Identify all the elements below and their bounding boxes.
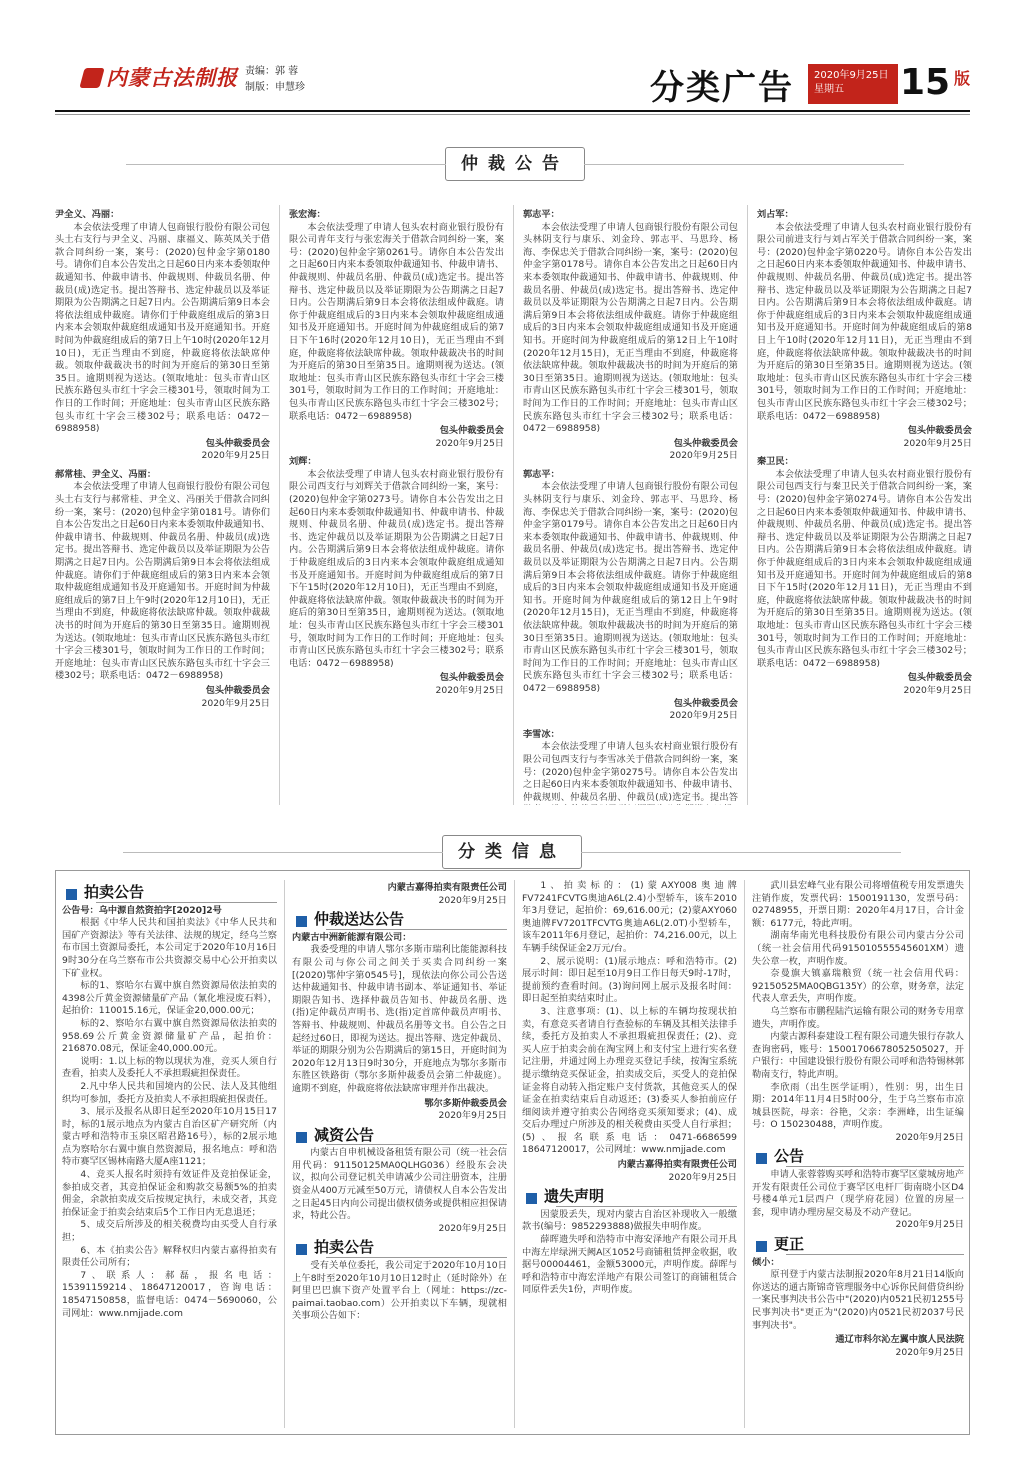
correction-addressee: 倾小： <box>752 1256 780 1268</box>
notice-body: 本会依法受理了申请人包头农村商业银行股份有限公司前进支行与刘占军关于借款合同纠纷一案，案号：(2020)包仲金字第0220号。请你自本公告发出之日起60日内来本委领取仲裁通知书、仲裁申请书、仲裁规则、仲裁员名册、仲裁员(成)选定书。提出答辩书、选定仲裁员以及举证期限为公告期满之日起7日内。公告期满后第9日本会将依法组成仲裁庭。请你于仲裁庭组成后的3日内来本会领取仲裁庭组成通知书及开庭通知书。开庭时间为仲裁庭组成后的第8日上午10时(2020年12月11日)，无正当理由不到庭，仲裁庭将依法缺席仲裁。领取仲裁裁决书的时间为开庭后的第30日至第35日。逾期则视为送达。(领取地址：包头市青山区民族东路包头市红十字会三楼301号，领取时间为工作日的工作时间；开庭地址：包头市青山区民族东路包头市红十字会三楼302号；联系电话：0472－6988958) <box>757 221 972 422</box>
auction-paragraph: 说明：1.以上标的物以现状为准，竞买人须自行查看，拍卖人及委托人不承担瑕疵担保责任。 <box>62 1055 277 1080</box>
page-number: 15 <box>900 62 951 103</box>
correction-date: 2020年9月25日 <box>895 1346 964 1358</box>
notice-body: 本会依法受理了申请人包头农村商业银行股份有限公司西支行与刘辉关于借款合同纠纷一案，案号：(2020)包仲金字第0273号。请你自本公告发出之日起60日内来本委领取仲裁通知书、仲裁申请书、仲裁规则、仲裁员名册、仲裁员(成)选定书。提出答辩书、选定仲裁员以及举证期限为公告期满之日起7日内。公告期满后第9日本会将依法组成仲裁庭。请你于仲裁庭组成后的3日内来本会领取仲裁庭组成通知书及开庭通知书。开庭时间为仲裁庭组成后的第7日下午15时(2020年12月10日)，无正当理由不到庭，仲裁庭将依法缺席仲裁。领取仲裁裁决书的时间为开庭后的第30日至第35日，逾期则视为送达。(领取地址：包头市青山区民族东路包头市红十字会三楼301号，领取时间为工作日的工作时间；开庭地址：包头市青山区民族东路包头市红十字会三楼302号；联系电话：0472－6988958) <box>289 468 504 669</box>
classified-banner: 分类信息 <box>442 835 582 869</box>
notice-body: 本会依法受理了申请人包商银行股份有限公司包头林阴支行与康乐、刘金玲、郭志平、马思玲、杨海、李保忠关于借款合同纠纷一案，案号：(2020)包仲金字第0178号。请你自本公告发出之日起60日内来本委领取仲裁通知书、仲裁申请书、仲裁规则、仲裁员名册、仲裁员(成)选定书。提出答辩书、选定仲裁员以及举证期限为公告期满之日起7日内。公告期满后第9日本会将依法组成仲裁庭。请你于仲裁庭组成后的3日内来本会领取仲裁庭组成通知书及开庭通知书。开庭时间为仲裁庭组成后的第12日上午10时(2020年12月15日)，无正当理由不到庭，仲裁庭将依法缺席仲裁。领取仲裁裁决书的时间为开庭后的第30日至第35日。逾期则视为送达。(领取地址：包头市青山区民族东路包头市红十字会三楼301号，领取时间为工作日的工作时间；开庭地址：包头市青山区民族东路包头市红十字会三楼302号；联系电话：0472－6988958) <box>523 221 738 435</box>
classified-column-3 <box>522 880 737 1428</box>
notice-body: 本会依法受理了申请人包商银行股份有限公司包头林阴支行与康乐、刘金玲、郭志平、马思玲、杨海、李保忠关于借款合同纠纷一案，案号：(2020)包仲金字第0179号。请你自本公告发出之日起60日内来本委领取仲裁通知书、仲裁申请书、仲裁规则、仲裁员名册、仲裁员(成)选定书。提出答辩书、选定仲裁员以及举证期限为公告期满之日起7日内。公告期满后第9日本会将依法组成仲裁庭。请你于仲裁庭组成后的3日内来本会领取仲裁庭组成通知书及开庭通知书。开庭时间为仲裁庭组成后的第12日上午9时(2020年12月15日)，无正当理由不到庭，仲裁庭将依法缺席仲裁。领取仲裁裁决书的时间为开庭后的第30日至第35日。逾期则视为送达。(领取地址：包头市青山区民族东路包头市红十字会三楼301号，领取时间为工作日的工作时间；开庭地址：包头市青山区民族东路包头市红十字会三楼302号；联系电话：0472－6988958) <box>523 481 738 694</box>
loss-item: 因蒙股丢失，现对内蒙古自治区补现收入一般缴款书(编号：9852293888)做报失申明作废。 <box>522 1208 737 1233</box>
reduction-date: 2020年9月25日 <box>438 1222 507 1234</box>
notice-date: 2020年9月25日 <box>669 450 738 462</box>
classified-column-4 <box>752 880 964 1428</box>
notice-body: 本会依法受理了申请人包头农村商业银行股份有限公司包西支行与李雪冰关于借款合同纠纷一案，案号：(2020)包仲金字第0275号。请你自本公告发出之日起60日内来本委领取仲裁通知书、仲裁申请书、仲裁规则、仲裁员名册、仲裁员(成)选定书。提出答 <box>523 741 738 803</box>
loss-item: 武川县宏峰气业有限公司将增值税专用发票遗失注销作废，发票代码：1500191130，发票号码：02748955，开票日期：2020年4月17日，合计金额：6177元，特此声明。 <box>752 880 964 929</box>
transfer-signer: 鄂尔多斯仲裁委员会 <box>424 1097 507 1109</box>
loss-item: 湖南华南光电科技股份有限公司内蒙古分公司（统一社会信用代码915010555545601XM）遗失公章一枚，声明作废。 <box>752 930 964 967</box>
auction-paragraph: 标的2、察哈尔右翼中旗自然资源局依法拍卖的958.69公斤黄金资源储量矿产品，起拍价：216870.08元，保证金40,000.00元。 <box>62 1017 277 1055</box>
logo-text: 内蒙古法制报 <box>106 65 238 90</box>
reduction-body: 内蒙古自申机械设备租赁有限公司（统一社会信用代码：91150125MA0QLHG036）经股东会决议，拟向公司登记机关申请减少公司注册资本，注册资金从400万元减至50万元，请债权人自本公告发出之日起45日内向公司提出债权债务或提供相应担保请求，特此公告。 <box>292 1147 507 1222</box>
newspaper-logo <box>82 62 238 92</box>
issue-date: 2020年9月25日 <box>814 70 889 81</box>
classified-column-2 <box>292 880 507 1428</box>
loss-item: 李欣雨（出生医学证明），性别：男，出生日期：2014年11月4日5时00分，生于乌兰察布市凉城县医院，母亲：谷艳，父亲：李洲峰，出生证编号：O 150230488，声明作废。 <box>752 1081 964 1131</box>
transfer-body: 我委受理的申请人鄂尔多斯市瑞利比能能源科技有限公司与你公司之间关于买卖合同纠纷一案[(2020)鄂仲字第0545号]，现依法向你公司公告送达仲裁通知书、仲裁申请书副本、举证通知书、举证期限告知书、选择仲裁员告知书、仲裁员名册、选(指)定仲裁员声明书、选(指)定首席仲裁员声明书、答辩书、仲裁规则、仲裁员名册等文书。自公告之日起经过60日，即视为送达。提出答辩、选定仲裁员、举证的期限分别为公告期满后的第15日，开庭时间为2020年12月13日9时30分，开庭地点为鄂尔多斯市东胜区铁路街（鄂尔多斯仲裁委员会第二仲裁庭）。逾期不到庭，仲裁庭将依法缺席审理并作出裁决。 <box>292 944 507 1094</box>
correction-signer: 通辽市科尔沁左翼中旗人民法院 <box>835 1334 964 1346</box>
loss-heading: 遗失声明 <box>544 1190 737 1203</box>
transfer-addressee: 内蒙古中洲新能源有限公司： <box>292 931 412 943</box>
auction-date: 2020年9月25日 <box>438 894 507 906</box>
notice-date: 2020年9月25日 <box>903 437 972 449</box>
auction2-body: 3、注意事项：(1)、以上标的车辆均按现状拍卖，有意竞买者请自行查验标的车辆及其相关法律手续，委托方及拍卖人不承担瑕疵担保责任；(2)、竞买人应于拍卖会前在淘宝网上和支付宝上进行实名登记注册，并通过网上办理竞买登记手续，按淘宝系统提示缴纳竞买保证金，拍卖成交后，买受人的竞拍保证金将自动转入指定账户支付货款，其他竞买人的保证金在拍卖结束后自动返还；(3)委买人参拍前应仔细阅读并遵守拍卖公告网络竞买须知要求；(4)、成交后办理过户所涉及的相关税费由买受人自行承担；(5)、报名联系电话：0471-6686599 18647120017，公司网址：www.nmjjade.com <box>522 1005 737 1156</box>
notice-addressee: 郭志平： <box>523 209 560 220</box>
reduction-heading: 减资公告 <box>314 1129 507 1142</box>
column-divider <box>744 880 745 1428</box>
section-title: 分类广告 <box>650 68 794 108</box>
notice-signer: 包头仲裁委员会 <box>907 672 972 684</box>
notice-date: 2020年9月25日 <box>435 437 504 449</box>
notice-addressee: 郭志平： <box>523 468 560 480</box>
notice-date: 2020年9月25日 <box>201 697 270 709</box>
correction-heading: 更正 <box>774 1238 964 1251</box>
loss-item: 乌兰察布市鹏程陆汽运输有限公司的财务专用章遗失，声明作废。 <box>752 1005 964 1030</box>
header-rule <box>55 110 970 112</box>
notice-signer: 包头仲裁委员会 <box>205 437 270 449</box>
auction2-body: 1、拍卖标的：(1)蒙AXY008奥迪牌FV7241FCVTG奥迪A6L(2.4)小型轿车，该车2010年3月登记，起拍价：69,616.00元；(2)蒙AXY060奥迪牌FV7201TFCVTG奥迪A6L(2.0T)小型轿车，该车2011年6月登记，起拍价：74,216.00元，以上车辆手续保证金2万元/台。 <box>522 880 737 954</box>
column-divider <box>514 880 515 1428</box>
notice-body: 本会依法受理了申请人包商银行股份有限公司包头土右支行与郝常桂、尹全义、冯丽关于借款合同纠纷一案，案号：(2020)包仲金字第0181号。请你们自本公告发出之日起60日内来本委领取仲裁通知书、仲裁申请书、仲裁规则、仲裁员名册、仲裁员(成)选定书。提出答辩书、选定仲裁员以及举证期限为公告期满之日起7日内。公告期满后第9日本会将依法组成仲裁庭。请你们于仲裁庭组成后的第3日内来本会领取仲裁庭组成通知书及开庭通知书。开庭时间为仲裁庭组成后的第7日上午9时(2020年12月10日)，无正当理由不到庭，仲裁庭将依法缺席仲裁。领取仲裁裁决书的时间为开庭后的第30日至第35日。逾期则视为送达。(领取地址：包头市青山区民族东路包头市红十字会三楼301号，领取时间为工作日的工作时间；开庭地址：包头市青山区民族东路包头市红十字会三楼302号；联系电话：0472－6988958) <box>55 481 270 682</box>
notice-date: 2020年9月25日 <box>903 684 972 696</box>
page-number-box <box>900 62 972 104</box>
arbitration-column-1 <box>55 205 270 805</box>
loss-date: 2020年9月25日 <box>895 1131 964 1143</box>
notice-body: 本会依法受理了申请人包头农村商业银行股份有限公司包西支行与秦卫民关于借款合同纠纷一案，案号：(2020)包仲金字第0274号。请你自本公告发出之日起60日内来本委领取仲裁通知书、仲裁申请书、仲裁规则、仲裁员名册、仲裁员(成)选定书。提出答辩书、选定仲裁员以及举证期限为公告期满之日起7日内。公告期满后第9日本会将依法组成仲裁庭。请你于仲裁庭组成后的3日内来本会领取仲裁庭组成通知书及开庭通知书。开庭时间为仲裁庭组成后的第8日下午15时(2020年12月11日)，无正当理由不到庭，仲裁庭将依法缺席仲裁。领取仲裁裁决书的时间为开庭后的第30日至第35日。逾期则视为送达。(领取地址：包头市青山区民族东路包头市红十字会三楼301号，领取时间为工作日的工作时间；开庭地址：包头市青山区民族东路包头市红十字会三楼302号；联系电话：0472－6988958) <box>757 468 972 669</box>
column-divider <box>284 880 285 1428</box>
date-box <box>808 64 898 104</box>
auction-paragraph: 4、竞买人报名时须持有效证件及竞拍保证金，参拍成交者，其竞拍保证金和购款交易额5%的拍卖佣金，余款拍卖成交后按规定执行，未成交者，其竞拍保证金于拍卖会结束后5个工作日内无息退还； <box>62 1169 277 1218</box>
auction-paragraph: 2.凡中华人民共和国境内的公民、法人及其他组织均可参加，委托方及拍卖人不承担瑕疵担保责任。 <box>62 1080 277 1105</box>
notice-date: 2020年9月25日 <box>895 1219 964 1231</box>
notice-addressee: 郝常桂、尹全义、冯丽： <box>55 468 157 480</box>
notice-signer: 包头仲裁委员会 <box>439 672 504 684</box>
notice-signer: 包头仲裁委员会 <box>205 684 270 696</box>
notice-addressee: 李雪冰： <box>523 728 560 740</box>
loss-item: 奈曼旗大镇嘉瑞粮贸（统一社会信用代码：92150525MA0QBG135Y）的公章，财务章，法定代表人章丢失，声明作废。 <box>752 968 964 1005</box>
logo-mark-icon <box>79 68 104 88</box>
transfer-heading: 仲裁送达公告 <box>314 913 507 926</box>
notice-body: 本会依法受理了申请人包头农村商业银行股份有限公司青年支行与张宏海关于借款合同纠纷一案，案号：(2020)包仲金字第0261号。请你自本公告发出之日起60日内来本委领取仲裁通知书、仲裁申请书、仲裁规则、仲裁员名册、仲裁员(成)选定书。提出答辩书、选定仲裁员以及举证期限为公告期满之日起7日内。公告期满后第9日本会将依法组成仲裁庭。请你于仲裁庭组成后的3日内来本会领取仲裁庭组成通知书及开庭通知书。开庭时间为仲裁庭组成后的第7日下午16时(2020年12月10日)，无正当理由不到庭，仲裁庭将依法缺席仲裁。领取仲裁裁决书的时间为开庭后的第30日至第35日。逾期则视为送达。(领取地址：包头市青山区民族东路包头市红十字会三楼301号，领取时间为工作日的工作时间；开庭地址：包头市青山区民族东路包头市红十字会三楼302号；联系电话：0472－6988958) <box>289 221 504 422</box>
arbitration-column-2 <box>289 205 504 805</box>
auction2-signer: 内蒙古嘉得拍卖有限责任公司 <box>617 1159 737 1171</box>
staff-credits <box>245 64 305 96</box>
notice-signer: 包头仲裁委员会 <box>673 437 738 449</box>
auction-heading: 拍卖公告 <box>84 886 277 899</box>
notice-signer: 包头仲裁委员会 <box>673 697 738 709</box>
auction-paragraph: 标的1、察哈尔右翼中旗自然资源局依法拍卖的4398公斤黄金资源储量矿产品（氰化堆浸废石料），起拍价：110015.16元，保证金20,000.00元； <box>62 980 277 1017</box>
loss-item: 内蒙古源科泰建设工程有限公司遗失银行存款人查询密码，账号：15001706678052505027，开户银行：中国建设银行股份有限公司呼和浩特锡林郭勒南支行，特此声明。 <box>752 1031 964 1080</box>
auction-paragraph: 6、本《拍卖公告》解释权归内蒙古嘉得拍卖有限责任公司所有； <box>62 1244 277 1269</box>
arbitration-banner: 仲裁公告 <box>445 147 585 181</box>
auction-paragraph: 3、展示及报名从即日起至2020年10月15日17时，标的1展示地点为内蒙古自治区矿产研究所（内蒙古呼和浩特市玉泉区昭君路16号），标的2展示地点为察哈尔右翼中旗自然资源局，报名地点：呼和浩特市赛罕区锡林南路大厦A座1121； <box>62 1106 277 1168</box>
notice-addressee: 秦卫民： <box>757 456 794 468</box>
correction-body: 原刊登于内蒙古法制报2020年8月21日14版向你送达的通古斯锦奇管理服务中心诉你民间借贷纠纷一案民事判决书公告中"(2020)内0521民初1255号民事判决书"更正为"(2020)内0521民初2037号民事判决书"。 <box>752 1269 964 1331</box>
notice-body: 本会依法受理了申请人包商银行股份有限公司包头土右支行与尹全义、冯丽、康福义、陈英凤关于借款合同纠纷一案，案号：(2020)包仲金字第0180号。请你们自本公告发出之日起60日内来本委领取仲裁通知书、仲裁申请书、仲裁规则、仲裁员名册、仲裁员(成)选定书。提出答辩书、选定仲裁员以及举证期限为公告期满之日起7日内。公告期满后第9日本会将依法组成仲裁庭。请你们于仲裁庭组成后的第3日内来本会领取仲裁庭组成通知书及开庭通知书。开庭时间为仲裁庭组成后的第7日上午10时(2020年12月10日)，无正当理由不到庭，仲裁庭将依法缺席仲裁。领取仲裁裁决书的时间为开庭后的第30日至第35日。逾期则视为送达。(领取地址：包头市青山区民族东路包头市红十字会三楼301号，领取时间为工作日的工作时间；开庭地址：包头市青山区民族东路包头市红十字会三楼302号；联系电话：0472－6988958) <box>55 221 270 435</box>
notice-date: 2020年9月25日 <box>201 450 270 462</box>
notice-date: 2020年9月25日 <box>435 684 504 696</box>
notice-addressee: 刘辉： <box>289 456 317 468</box>
loss-item: 薛晖遗失呼和浩特市中海安泽地产有限公司开具中海左岸绿洲天阙A区1052号商铺租赁押金收据，收据号00004461，金额53000元，声明作废。薛晖与呼和浩特市中海宏洋地产有限公司签订的商铺租赁合同原件丢失1份，声明作废。 <box>522 1234 737 1296</box>
column-divider <box>513 205 514 805</box>
notice-signer: 包头仲裁委员会 <box>439 425 504 437</box>
auction2-body: 2、展示说明：(1)展示地点：呼和浩特市。(2)展示时间：即日起至10月9日工作日每天9时-17时，提前预约查看时间。(3)询问网上展示及报名时间：即日起至拍卖结束时止。 <box>522 955 737 1005</box>
arbitration-column-4 <box>757 205 972 805</box>
classified-column-1 <box>62 880 277 1428</box>
issue-weekday: 星期五 <box>814 84 844 95</box>
auction2-heading: 拍卖公告 <box>314 1241 507 1254</box>
arbitration-column-3 <box>523 205 738 805</box>
notice-signer: 包头仲裁委员会 <box>907 425 972 437</box>
column-divider <box>279 205 280 805</box>
notice-heading: 公告 <box>774 1150 964 1163</box>
notice-addressee: 尹全义、冯丽： <box>55 209 120 220</box>
page-suffix: 版 <box>953 69 970 88</box>
auction-title: 公告号：乌中源自然资拍字[2020]2号 <box>62 904 222 916</box>
auction2-body: 受有关单位委托，我公司定于2020年10月10日上午8时至2020年10月10日12时止（延时除外）在阿里巴巴旗下资产处置平台上（网址：https://zc-paimai.taobao.com）公开拍卖以下车辆，现就相关事项公告如下： <box>292 1260 507 1322</box>
auction-paragraph: 根据《中华人民共和国拍卖法》《中华人民共和国矿产资源法》等有关法律、法规的规定，经乌兰察布市国土资源局委托，本公司定于2020年10月16日9时30分在乌兰察布市公共资源交易中心公开拍卖以下矿业权。 <box>62 917 277 979</box>
auction2-date: 2020年9月25日 <box>668 1171 737 1183</box>
notice-body: 申请人张蓉蓉购买呼和浩特市赛罕区蒙城房地产开发有限责任公司位于赛罕区电杆厂街南晓小区D4号楼4单元1层西户（现学府花园）位置的房屋一套，现申请办理房屋交易及不动产登记。 <box>752 1169 964 1218</box>
notice-addressee: 刘占军： <box>757 209 794 220</box>
notice-addressee: 张宏海： <box>289 209 326 220</box>
producer-credit: 制版：申慧珍 <box>245 82 305 93</box>
auction-paragraph: 5、成交后所涉及的相关税费均由买受人自行承担； <box>62 1219 277 1244</box>
transfer-date: 2020年9月25日 <box>438 1110 507 1122</box>
auction-paragraph: 7、联系人：郝磊，报名电话：15391159214、18647120017，咨询电话：18547150858，监督电话：0474－5690060，公司网址：www.nmjjade.com <box>62 1269 277 1319</box>
header-rule-thin <box>55 114 970 115</box>
column-divider <box>747 205 748 805</box>
editor-credit: 责编：郭 蓉 <box>245 66 299 77</box>
notice-date: 2020年9月25日 <box>669 710 738 722</box>
auction-signer: 内蒙古嘉得拍卖有限责任公司 <box>387 882 507 893</box>
